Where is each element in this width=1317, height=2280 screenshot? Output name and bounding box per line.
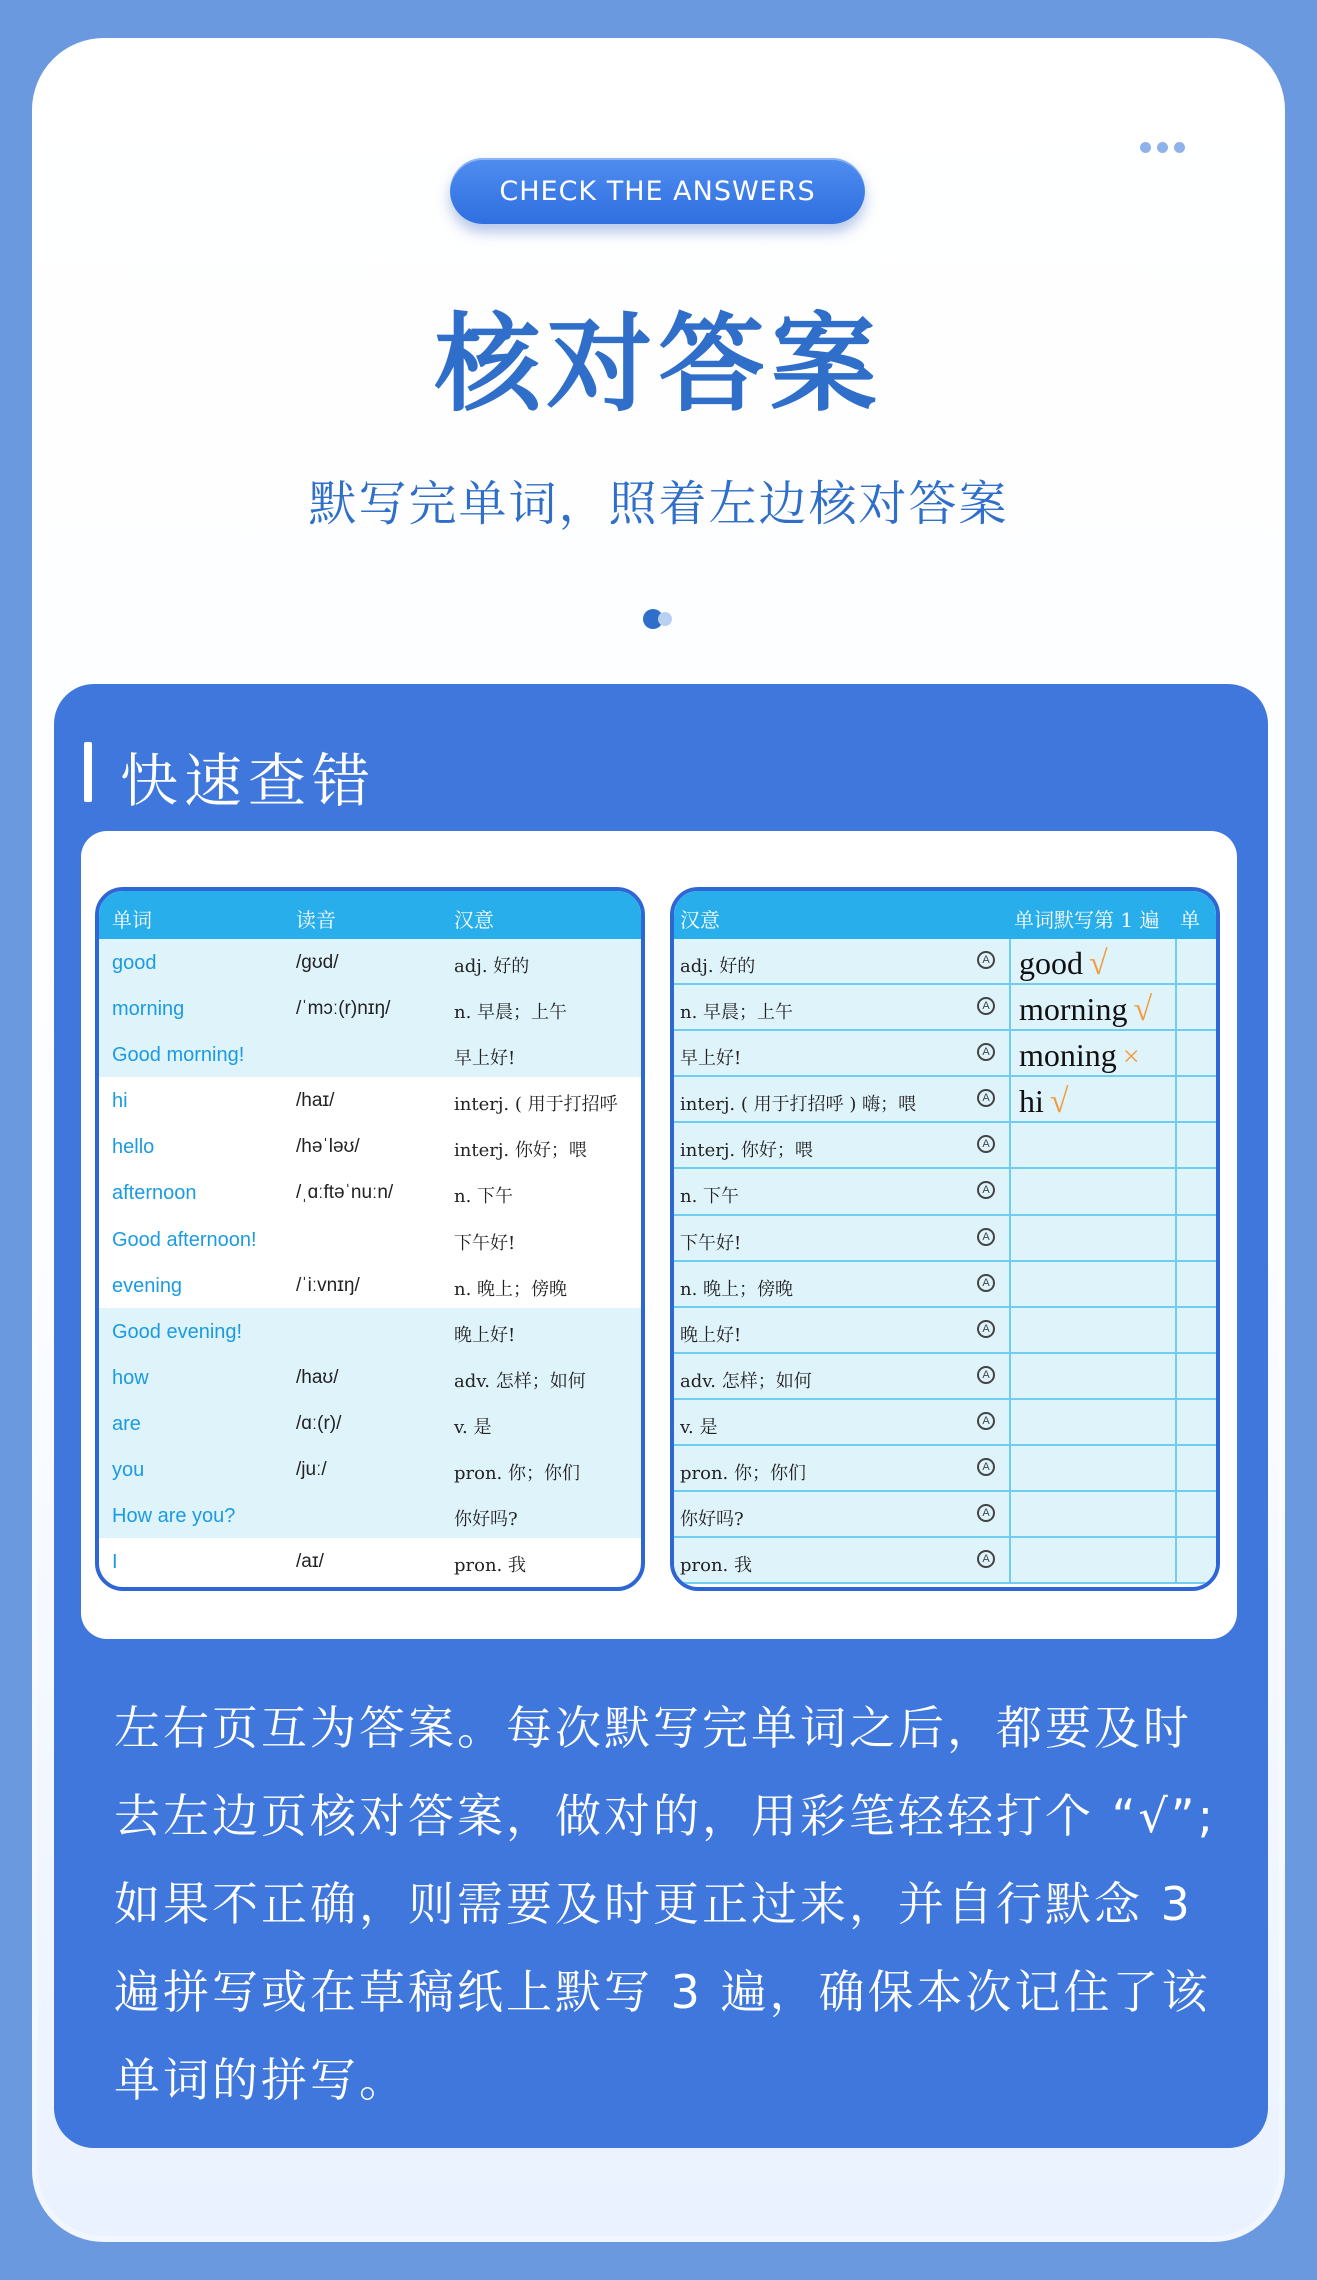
circle-a-icon: A — [977, 951, 995, 969]
check-mark-icon: √ — [1133, 991, 1153, 1029]
table-row — [99, 1308, 641, 1354]
cell-meaning: 下午好! — [454, 1232, 516, 1254]
table-row — [99, 1077, 641, 1123]
cell-word: How are you? — [112, 1505, 236, 1528]
column-divider — [1175, 1031, 1177, 1075]
table-row — [674, 1400, 1216, 1446]
circle-a-icon: A — [977, 1181, 995, 1199]
table-row — [674, 1077, 1216, 1123]
cell-ipa: /juː/ — [296, 1459, 327, 1481]
cell-meaning: 早上好! — [680, 1048, 742, 1070]
cell-ipa: /haɪ/ — [296, 1090, 335, 1112]
description-line: 去左边页核对答案，做对的，用彩笔轻轻打个 “√”; — [114, 1789, 1217, 1843]
cell-meaning: 你好吗? — [454, 1509, 518, 1531]
circle-a-icon: A — [977, 1043, 995, 1061]
cell-meaning: adj. 好的 — [454, 956, 530, 977]
column-divider — [1009, 1123, 1011, 1167]
cell-word: you — [112, 1459, 145, 1482]
cell-meaning: n. 早晨；上午 — [680, 1002, 794, 1024]
column-divider — [1009, 985, 1011, 1029]
cell-ipa: /ˌɑːftəˈnuːn/ — [296, 1182, 394, 1204]
table-row — [99, 939, 641, 985]
cell-meaning: pron. 我 — [454, 1555, 526, 1577]
table-row — [99, 1123, 641, 1169]
column-divider — [1009, 1308, 1011, 1352]
column-divider — [1009, 1492, 1011, 1536]
circle-a-icon: A — [977, 1135, 995, 1153]
page-indicator — [643, 609, 677, 629]
cell-word: how — [112, 1366, 149, 1389]
circle-a-icon: A — [977, 1550, 995, 1568]
table-row — [674, 1031, 1216, 1077]
cell-word: good — [112, 952, 157, 974]
column-divider — [1175, 1354, 1177, 1398]
column-divider — [1175, 1446, 1177, 1490]
column-divider — [1175, 1262, 1177, 1306]
column-divider — [1175, 1077, 1177, 1121]
cell-ipa: /ɑː(r)/ — [296, 1412, 342, 1434]
cell-meaning: 晚上好! — [454, 1324, 516, 1346]
column-divider — [1009, 939, 1011, 983]
check-answers-pill: CHECK THE ANSWERS — [450, 158, 865, 224]
circle-a-icon: A — [977, 1504, 995, 1522]
column-divider — [1009, 1538, 1011, 1582]
column-divider — [1009, 1262, 1011, 1306]
cell-ipa: /həˈləʊ/ — [296, 1136, 360, 1158]
table-row — [674, 1446, 1216, 1492]
table-row — [674, 939, 1216, 985]
cell-meaning: pron. 我 — [680, 1555, 752, 1577]
cell-meaning: 你好吗? — [680, 1509, 744, 1531]
column-divider — [1175, 1216, 1177, 1260]
header-dictation-1: 单词默写第 1 遍 — [1014, 908, 1160, 932]
header-meaning: 汉意 — [454, 908, 494, 932]
cell-meaning: 下午好! — [680, 1232, 742, 1254]
section-accent-bar — [84, 742, 92, 802]
column-divider — [1175, 1169, 1177, 1213]
circle-a-icon: A — [977, 1366, 995, 1384]
table-header — [99, 891, 641, 939]
column-divider — [1009, 1031, 1011, 1075]
cell-word: are — [112, 1412, 141, 1435]
cell-meaning: interj. ( 用于打招呼 ) 嗨；喂 — [680, 1094, 917, 1116]
table-row — [674, 1538, 1216, 1584]
table-row — [99, 1446, 641, 1492]
more-dots-icon — [1140, 142, 1185, 153]
example-image-box — [81, 831, 1237, 1639]
cell-word: Good afternoon! — [112, 1228, 257, 1251]
handwritten-answer — [1019, 1037, 1140, 1074]
cell-ipa: /ˈmɔː(r)nɪŋ/ — [296, 998, 391, 1020]
answer-text: hi — [1019, 1083, 1044, 1120]
table-row — [674, 1492, 1216, 1538]
feature-panel — [54, 684, 1268, 2148]
header-meaning: 汉意 — [680, 908, 720, 932]
section-title: 快速查错 — [120, 747, 377, 815]
column-divider — [1009, 1400, 1011, 1444]
vocabulary-table — [95, 887, 645, 1591]
column-divider — [1009, 1216, 1011, 1260]
cell-word: hi — [112, 1090, 128, 1113]
circle-a-icon: A — [977, 1412, 995, 1430]
table-row — [674, 985, 1216, 1031]
cell-meaning: n. 下午 — [454, 1186, 514, 1208]
page-title: 核对答案 — [434, 303, 883, 426]
circle-a-icon: A — [977, 1458, 995, 1476]
cell-meaning: n. 晚上；傍晚 — [680, 1278, 794, 1300]
circle-a-icon: A — [977, 1089, 995, 1107]
column-divider — [1175, 985, 1177, 1029]
check-mark-icon: √ — [1089, 945, 1108, 982]
column-divider — [1175, 1308, 1177, 1352]
column-divider — [1175, 1400, 1177, 1444]
dictation-table — [670, 887, 1220, 1591]
answer-text: good — [1019, 945, 1083, 981]
table-row — [99, 1400, 641, 1446]
table-row — [99, 1169, 641, 1215]
column-divider — [1009, 1446, 1011, 1490]
cell-ipa: /aɪ/ — [296, 1551, 324, 1573]
table-row — [99, 1216, 641, 1262]
table-row — [99, 1492, 641, 1538]
cell-word: I — [112, 1551, 118, 1574]
table-row — [674, 1123, 1216, 1169]
table-header — [674, 891, 1216, 939]
column-divider — [1175, 939, 1177, 983]
cell-meaning: pron. 你；你们 — [680, 1463, 806, 1485]
description-text — [114, 1684, 1224, 2124]
description-line: 如果不正确，则需要及时更正过来，并自行默念 3 — [114, 1877, 1193, 1931]
cell-word: Good evening! — [112, 1320, 243, 1343]
cell-meaning: 早上好! — [454, 1048, 516, 1070]
table-row — [674, 1216, 1216, 1262]
cell-ipa: /gʊd/ — [296, 952, 339, 973]
table-row — [674, 1308, 1216, 1354]
cell-meaning: n. 晚上；傍晚 — [454, 1278, 568, 1300]
circle-a-icon: A — [977, 1228, 995, 1246]
cell-word: afternoon — [112, 1182, 197, 1205]
cell-meaning: interj. 你好；喂 — [680, 1140, 813, 1162]
answer-text: moning — [1019, 1037, 1117, 1074]
column-divider — [1175, 1123, 1177, 1167]
circle-a-icon: A — [977, 1274, 995, 1292]
cell-word: Good morning! — [112, 1044, 245, 1067]
table-row — [674, 1169, 1216, 1215]
cell-meaning: v. 是 — [680, 1416, 718, 1438]
cell-word: morning — [112, 998, 185, 1021]
column-divider — [1175, 1492, 1177, 1536]
column-divider — [1009, 1077, 1011, 1121]
header-ipa: 读音 — [296, 908, 336, 932]
table-row — [674, 1354, 1216, 1400]
cell-meaning: v. 是 — [454, 1416, 492, 1438]
table-row — [99, 1354, 641, 1400]
cell-ipa: /ˈiːvnɪŋ/ — [296, 1274, 360, 1296]
cell-meaning: pron. 你；你们 — [454, 1463, 580, 1485]
cell-meaning: adv. 怎样；如何 — [680, 1370, 812, 1392]
description-line: 左右页互为答案。每次默写完单词之后，都要及时 — [114, 1701, 1192, 1755]
table-row — [99, 985, 641, 1031]
table-row — [674, 1262, 1216, 1308]
handwritten-answer — [1019, 991, 1152, 1029]
page-subtitle: 默写完单词，照着左边核对答案 — [308, 476, 1009, 532]
cell-ipa: /haʊ/ — [296, 1366, 339, 1388]
handwritten-answer — [1019, 945, 1108, 983]
cell-meaning: 晚上好! — [680, 1324, 742, 1346]
header-dictation-2: 单 — [1180, 908, 1200, 932]
handwritten-answer — [1019, 1083, 1069, 1121]
table-row — [99, 1031, 641, 1077]
cell-word: evening — [112, 1274, 183, 1297]
column-divider — [1175, 1538, 1177, 1582]
circle-a-icon: A — [977, 997, 995, 1015]
table-row — [99, 1538, 641, 1584]
description-line: 遍拼写或在草稿纸上默写 3 遍，确保本次记住了该 — [114, 1965, 1211, 2019]
check-mark-icon: √ — [1049, 1083, 1069, 1121]
cell-meaning: adv. 怎样；如何 — [454, 1370, 586, 1392]
table-row — [99, 1262, 641, 1308]
cross-mark-icon: × — [1122, 1040, 1140, 1074]
circle-a-icon: A — [977, 1320, 995, 1338]
column-divider — [1009, 1354, 1011, 1398]
cell-meaning: n. 早晨；上午 — [454, 1002, 568, 1024]
cell-meaning: n. 下午 — [680, 1186, 740, 1208]
header-word: 单词 — [112, 908, 152, 932]
answer-text: morning — [1019, 991, 1128, 1028]
cell-meaning: interj. ( 用于打招呼 — [454, 1094, 618, 1116]
cell-meaning: adj. 好的 — [680, 956, 756, 977]
cell-meaning: interj. 你好；喂 — [454, 1140, 587, 1162]
column-divider — [1009, 1169, 1011, 1213]
cell-word: hello — [112, 1136, 155, 1159]
description-line: 单词的拼写。 — [114, 2053, 408, 2107]
